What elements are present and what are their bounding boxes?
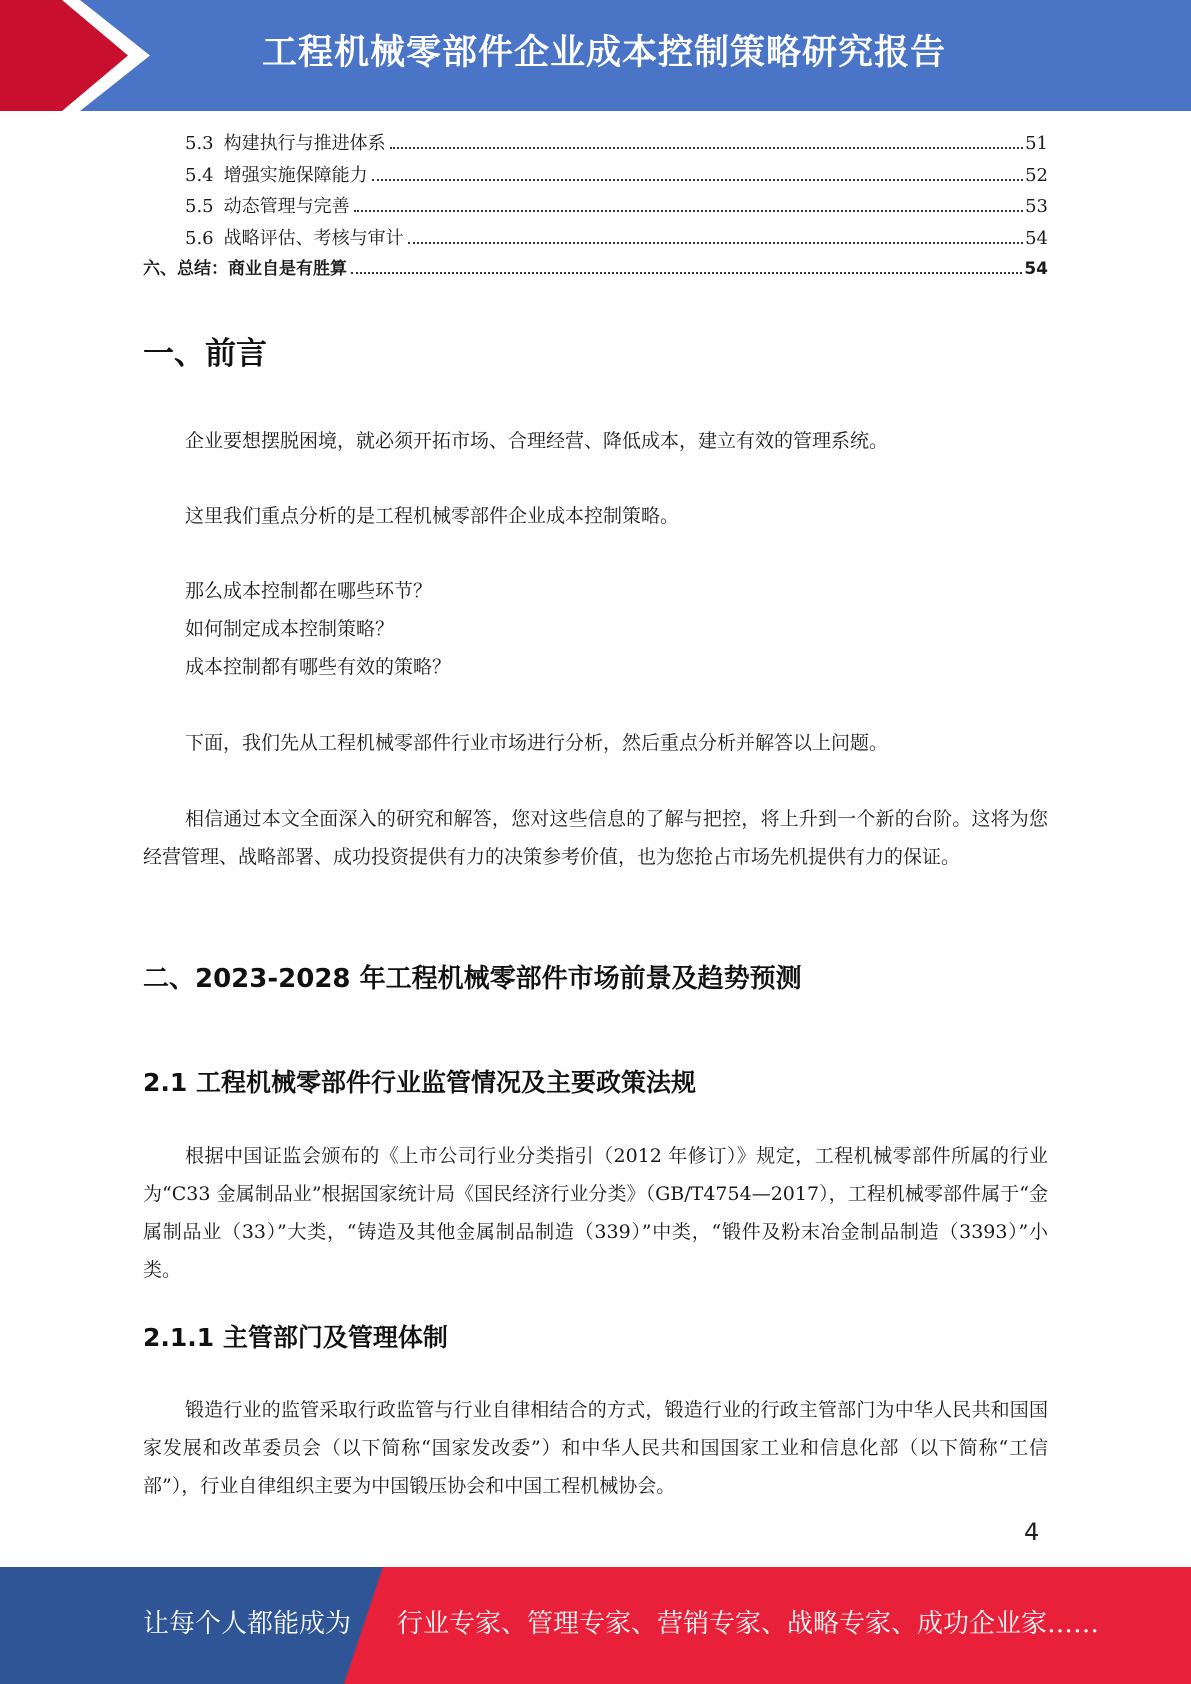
- subsection-heading-regulation: 2.1 工程机械零部件行业监管情况及主要政策法规: [143, 1068, 696, 1097]
- paragraph: 根据中国证监会颁布的《上市公司行业分类指引（2012 年修订）》规定，工程机械零部件所属的行业为“C33 金属制品业”根据国家统计局《国民经济行业分类》（GB/T4754—2017），工程机械零部件属于“金属制品业（33）”大类，“铸造及其他金属制品制造（339）”中类，“锻件及粉末冶金制品制造（3393）”小类。: [143, 1145, 1048, 1281]
- section-heading-preface: 一、前言: [143, 336, 267, 372]
- toc-entry-title: 战略评估、考核与审计: [223, 227, 404, 249]
- toc-entry-page: 52: [1025, 164, 1048, 186]
- paragraph: 相信通过本文全面深入的研究和解答，您对这些信息的了解与把控，将上升到一个新的台阶。这将为您经营管理、战略部署、成功投资提供有力的决策参考价值，也为您抢占市场先机提供有力的保证。: [143, 808, 1048, 868]
- toc-entry-page: 54: [1025, 227, 1048, 249]
- toc-entry-title: 六、总结：商业自是有胜算: [143, 259, 347, 279]
- header-red-arrow-decoration: [0, 0, 150, 111]
- question-line: 那么成本控制都在哪些环节？: [185, 580, 433, 602]
- toc-entry-number: 5.4: [185, 164, 214, 186]
- paragraph: 这里我们重点分析的是工程机械零部件企业成本控制策略。: [185, 505, 680, 527]
- toc-dot-leader: [408, 242, 1023, 244]
- toc-entry-number: 5.5: [185, 196, 214, 217]
- toc-dot-leader: [372, 179, 1023, 181]
- question-line: 成本控制都有哪些有效的策略？: [185, 656, 452, 678]
- toc-entry-page: 53: [1025, 196, 1048, 217]
- toc-entry[interactable]: [143, 223, 1048, 255]
- paragraph: 锻造行业的监管采取行政监管与行业自律相结合的方式，锻造行业的行政主管部门为中华人民共和国国家发展和改革委员会（以下简称“国家发改委”）和中华人民共和国国家工业和信息化部（以下简称“工信部”），行业自律组织主要为中国锻压协会和中国工程机械协会。: [143, 1399, 1048, 1497]
- section-heading-market-outlook: 二、2023-2028 年工程机械零部件市场前景及趋势预测: [143, 964, 802, 994]
- paragraph: 下面，我们先从工程机械零部件行业市场进行分析，然后重点分析并解答以上问题。: [185, 732, 889, 754]
- toc-entry-page: 54: [1024, 259, 1048, 279]
- toc-dot-leader: [351, 272, 1022, 274]
- toc-entry-title: 增强实施保障能力: [223, 164, 368, 186]
- toc-entry-title: 构建执行与推进体系: [223, 133, 386, 154]
- toc-entry-number: 5.6: [185, 227, 214, 249]
- footer-slogan-right: 行业专家、管理专家、营销专家、战略专家、成功企业家……: [397, 1609, 1100, 1639]
- page-header: [0, 0, 1191, 111]
- toc-entry[interactable]: [143, 191, 1048, 223]
- paragraph: 企业要想摆脱困境，就必须开拓市场、合理经营、降低成本，建立有效的管理系统。: [185, 430, 889, 452]
- toc-entry[interactable]: [143, 128, 1048, 160]
- page-footer: [0, 1567, 1191, 1684]
- page-number: 4: [1024, 1518, 1040, 1546]
- report-title: 工程机械零部件企业成本控制策略研究报告: [262, 33, 947, 73]
- subsection-heading-authority: 2.1.1 主管部门及管理体制: [143, 1323, 448, 1352]
- toc-dot-leader: [354, 210, 1023, 212]
- toc-entry[interactable]: [143, 160, 1048, 192]
- toc-dot-leader: [390, 147, 1023, 149]
- toc-entry-main[interactable]: [143, 254, 1048, 286]
- table-of-contents: [143, 128, 1048, 286]
- toc-entry-page: 51: [1025, 133, 1048, 154]
- question-line: 如何制定成本控制策略？: [185, 618, 395, 640]
- toc-entry-number: 5.3: [185, 133, 214, 154]
- footer-slogan-left: 让每个人都能成为: [143, 1609, 352, 1639]
- toc-entry-title: 动态管理与完善: [223, 196, 350, 217]
